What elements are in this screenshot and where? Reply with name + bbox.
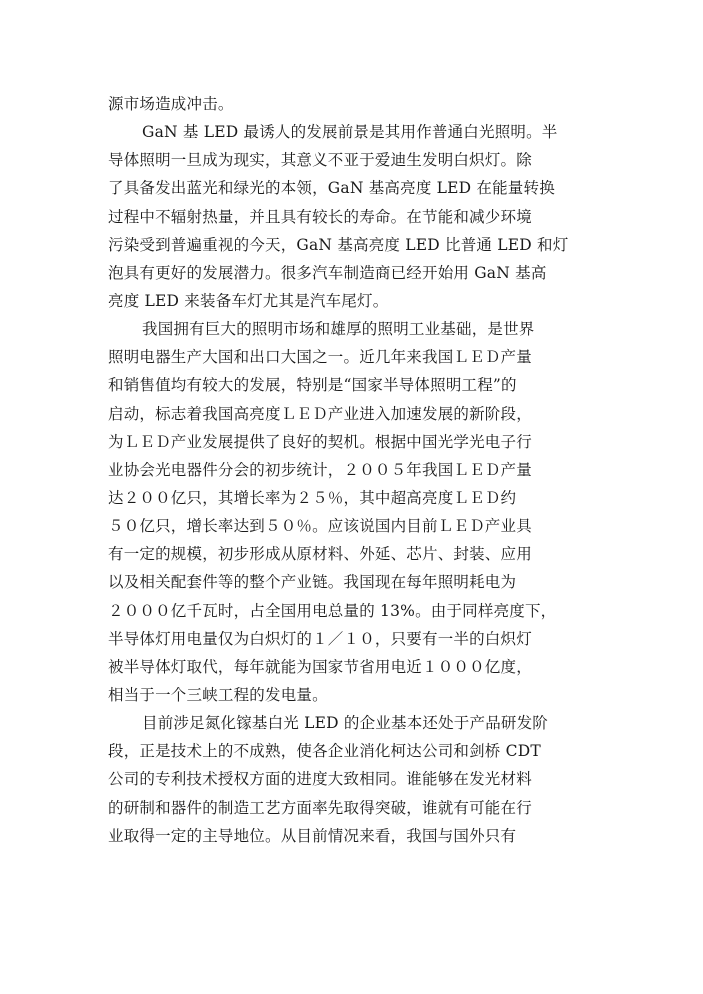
text-line: 泡具有更好的发展潜力。很多汽车制造商已经开始用 GaN 基高 bbox=[108, 263, 547, 282]
text-line: 业取得一定的主导地位。从目前情况来看，我国与国外只有 bbox=[108, 826, 517, 845]
text-line: 导体照明一旦成为现实，其意义不亚于爱迪生发明白炽灯。除 bbox=[108, 151, 532, 170]
text-line: 和销售值均有较大的发展，特别是“国家半导体照明工程”的 bbox=[108, 376, 517, 395]
text-line: 过程中不辐射热量，并且具有较长的寿命。在节能和减少环境 bbox=[108, 207, 532, 226]
text-line: 达２００亿只，其增长率为２５％，其中超高亮度ＬＥＤ约 bbox=[108, 488, 517, 507]
paragraph-first-line: 目前涉足氮化镓基白光 LED 的企业基本还处于产品研发阶 bbox=[142, 714, 548, 733]
text-line: 了具备发出蓝光和绿光的本领，GaN 基高亮度 LED 在能量转换 bbox=[108, 179, 555, 198]
text-line: 段，正是技术上的不成熟，使各企业消化柯达公司和剑桥 CDT bbox=[108, 742, 541, 761]
text-line: 有一定的规模，初步形成从原材料、外延、芯片、封装、应用 bbox=[108, 545, 532, 564]
text-line: 亮度 LED 来装备车灯尤其是汽车尾灯。 bbox=[108, 291, 389, 310]
text-line: ２０００亿千瓦时，占全国用电总量的 13%。由于同样亮度下， bbox=[108, 601, 557, 620]
text-line: ５０亿只，增长率达到５０％。应该说国内目前ＬＥＤ产业具 bbox=[108, 517, 532, 536]
text-line: 以及相关配套件等的整个产业链。我国现在每年照明耗电为 bbox=[108, 573, 517, 592]
body-text bbox=[108, 90, 608, 850]
text-line: 的研制和器件的制造工艺方面率先取得突破，谁就有可能在行 bbox=[108, 798, 532, 817]
text-line: 被半导体灯取代，每年就能为国家节省用电近１０００亿度， bbox=[108, 657, 532, 676]
text-line: 公司的专利技术授权方面的进度大致相同。谁能够在发光材料 bbox=[108, 770, 532, 789]
paragraph-first-line: 我国拥有巨大的照明市场和雄厚的照明工业基础，是世界 bbox=[142, 320, 535, 339]
text-line: 半导体灯用电量仅为白炽灯的１／１０，只要有一半的白炽灯 bbox=[108, 629, 532, 648]
text-line: 污染受到普遍重视的今天，GaN 基高亮度 LED 比普通 LED 和灯 bbox=[108, 235, 569, 254]
text-line: 为ＬＥＤ产业发展提供了良好的契机。根据中国光学光电子行 bbox=[108, 432, 532, 451]
text-line: 照明电器生产大国和出口大国之一。近几年来我国ＬＥＤ产量 bbox=[108, 348, 532, 367]
text-line: 相当于一个三峡工程的发电量。 bbox=[108, 685, 328, 704]
paragraph-first-line: GaN 基 LED 最诱人的发展前景是其用作普通白光照明。半 bbox=[142, 123, 558, 142]
text-line: 业协会光电器件分会的初步统计，２００５年我国ＬＥＤ产量 bbox=[108, 460, 532, 479]
text-line: 源市场造成冲击。 bbox=[108, 95, 234, 113]
text-line: 启动，标志着我国高亮度ＬＥＤ产业进入加速发展的新阶段， bbox=[108, 404, 532, 423]
